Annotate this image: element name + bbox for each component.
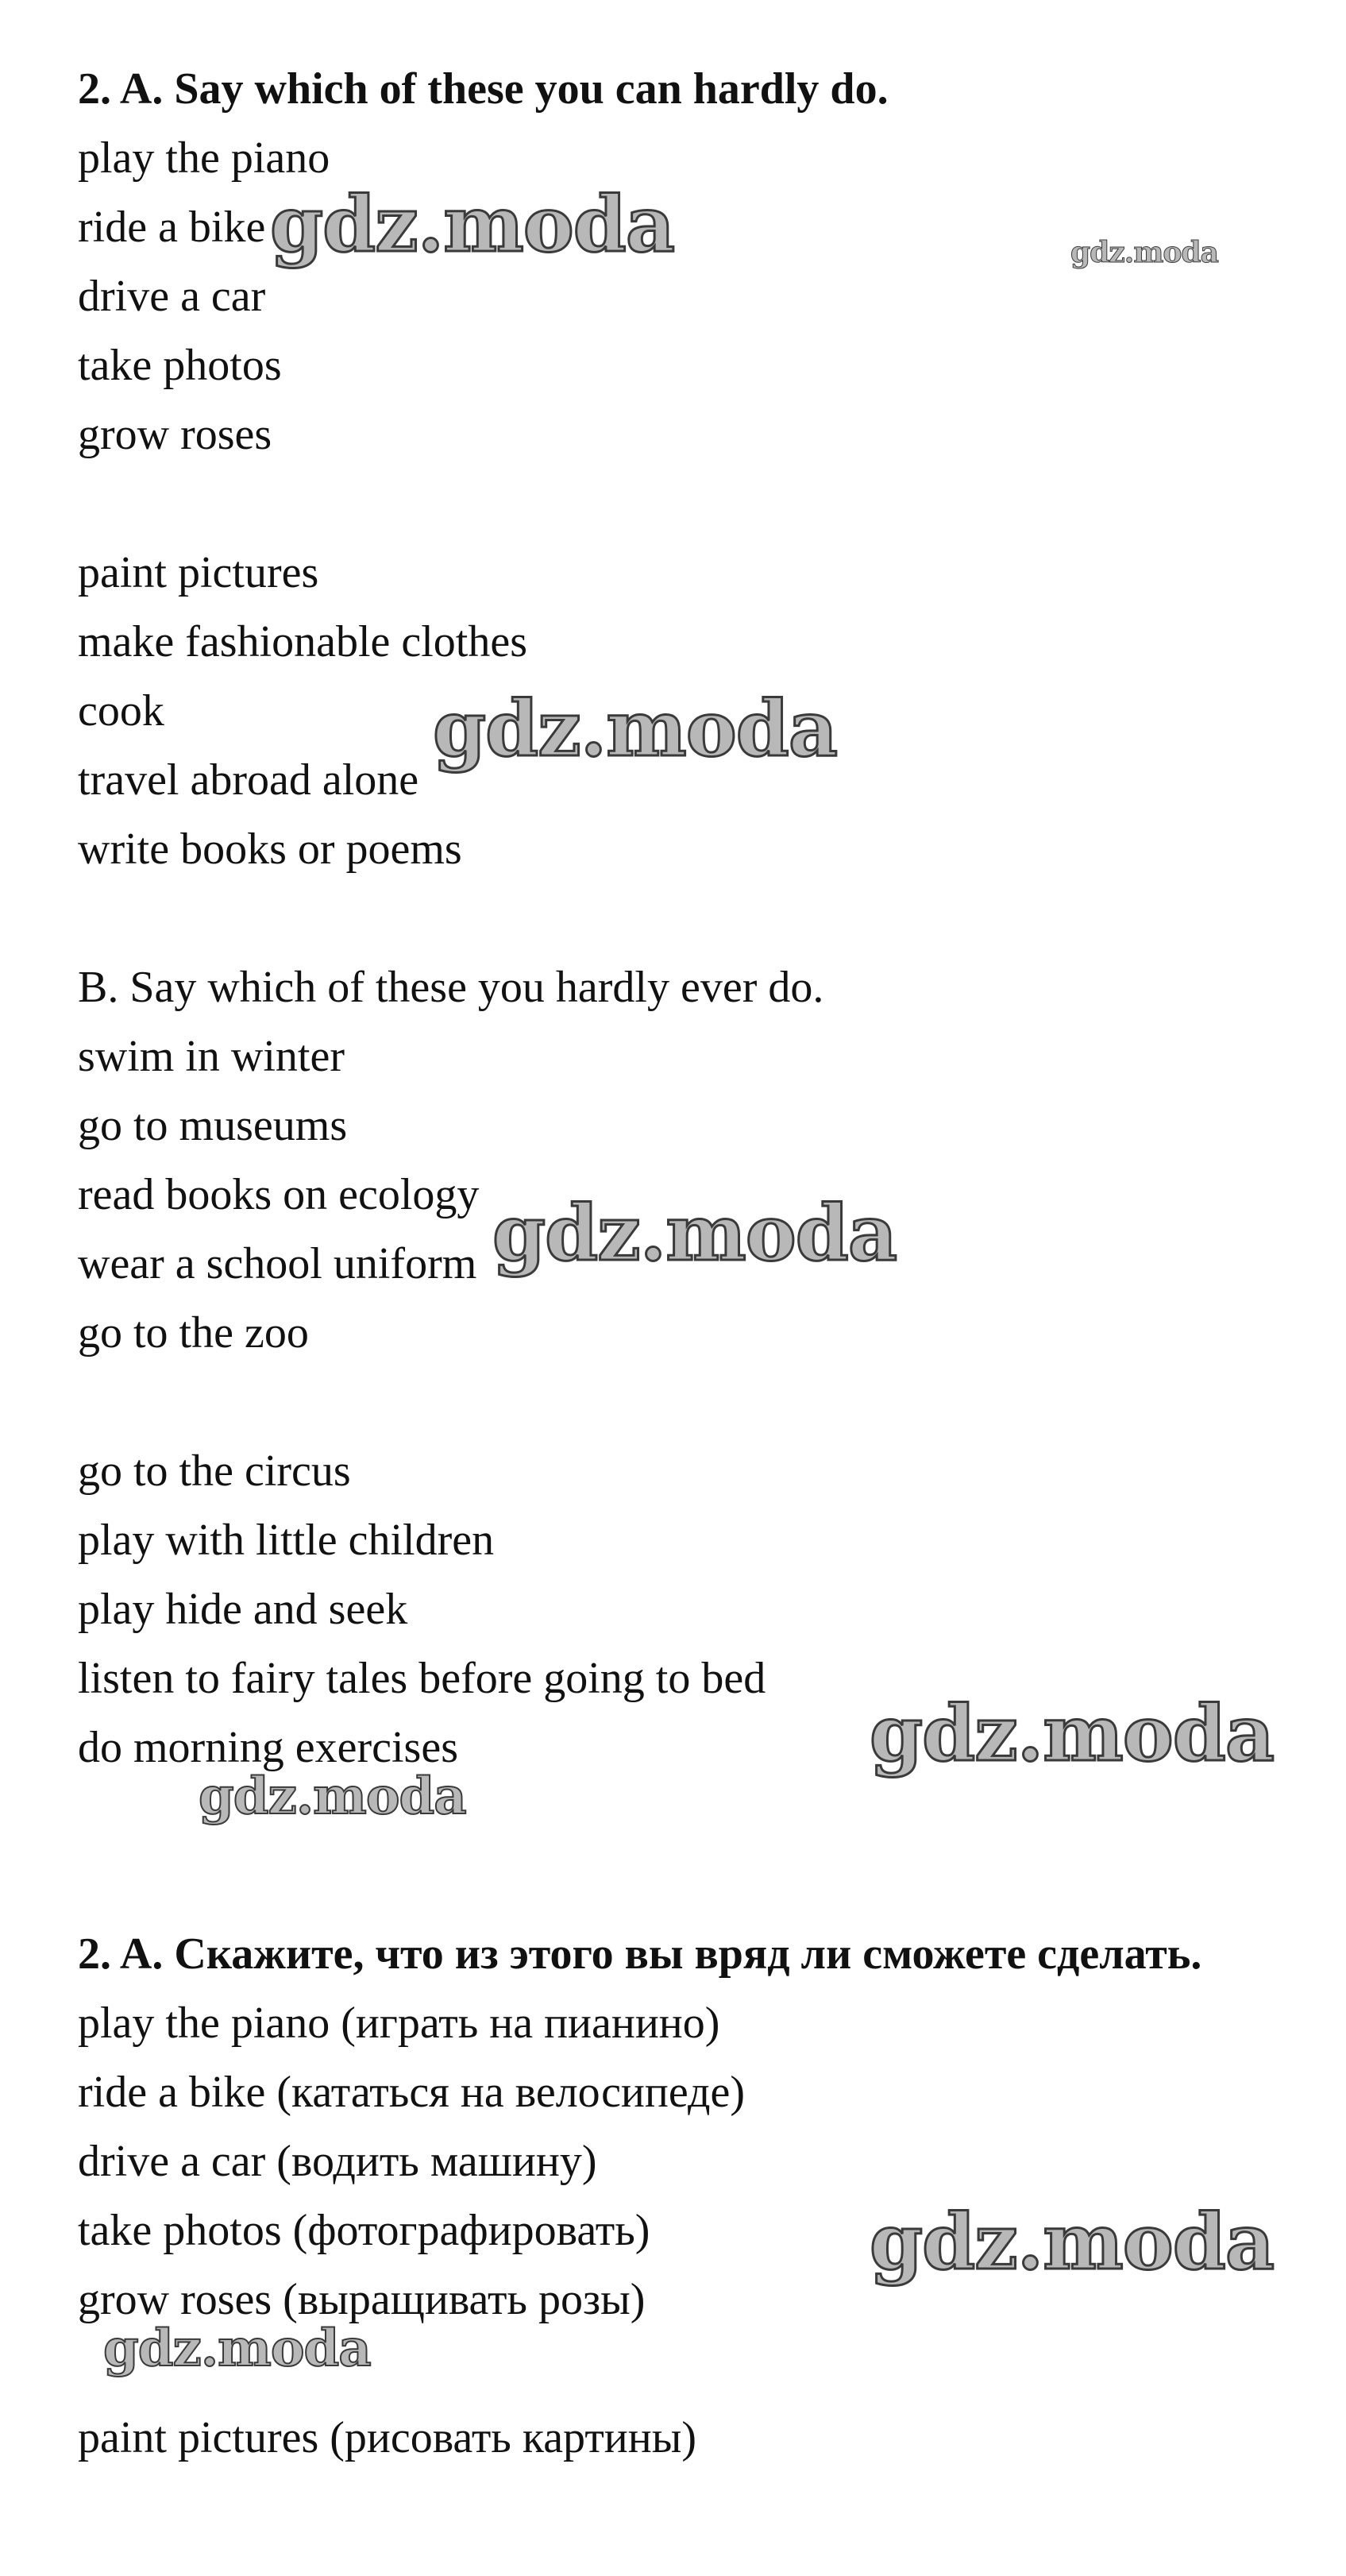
list-item: take photos [78,341,282,390]
list-item: play with little children [78,1516,495,1565]
list-item: make fashionable clothes [78,617,528,666]
list-item: ride a bike (кататься на велосипеде) [78,2068,745,2117]
watermark-logo: gdz.moda [870,1689,1275,1778]
heading-a: 2. A. Say which of these you can hardly do. [78,64,889,114]
list-item: play hide and seek [78,1585,408,1634]
list-item: grow roses [78,410,272,459]
list-item: travel abroad alone [78,755,419,805]
watermark-logo: gdz.moda [270,180,675,269]
list-item: wear a school uniform [78,1239,477,1288]
list-item: take photos (фотографировать) [78,2206,650,2255]
list-item: paint pictures [78,548,319,597]
heading-b: B. Say which of these you hardly ever do. [78,963,824,1012]
list-item: ride a bike [78,203,266,252]
list-item: do morning exercises [78,1723,458,1772]
watermark-logo: gdz.moda [199,1767,466,1826]
list-item: swim in winter [78,1032,345,1081]
list-item: grow roses (выращивать розы) [78,2275,646,2324]
list-item: go to museums [78,1101,348,1150]
watermark-logo: gdz.moda [103,2319,371,2378]
list-item: write books or poems [78,825,462,874]
watermark-logo: gdz.moda [870,2197,1275,2287]
list-item: drive a car (водить машину) [78,2137,597,2186]
watermark-logo: gdz.moda [492,1188,897,1278]
list-item: paint pictures (рисовать картины) [78,2413,696,2462]
list-item: go to the circus [78,1446,351,1496]
watermark-logo: gdz.moda [1070,236,1218,269]
list-item: go to the zoo [78,1308,309,1358]
list-item: read books on ecology [78,1170,480,1219]
heading-ru: 2. A. Скажите, что из этого вы вряд ли сможете сделать. [78,1929,1202,1979]
watermark-logo: gdz.moda [433,684,838,774]
list-item: play the piano [78,133,330,183]
list-item: drive a car [78,272,266,321]
list-item: play the piano (играть на пианино) [78,1999,720,2048]
list-item: cook [78,686,164,736]
list-item: listen to fairy tales before going to bed [78,1654,766,1703]
